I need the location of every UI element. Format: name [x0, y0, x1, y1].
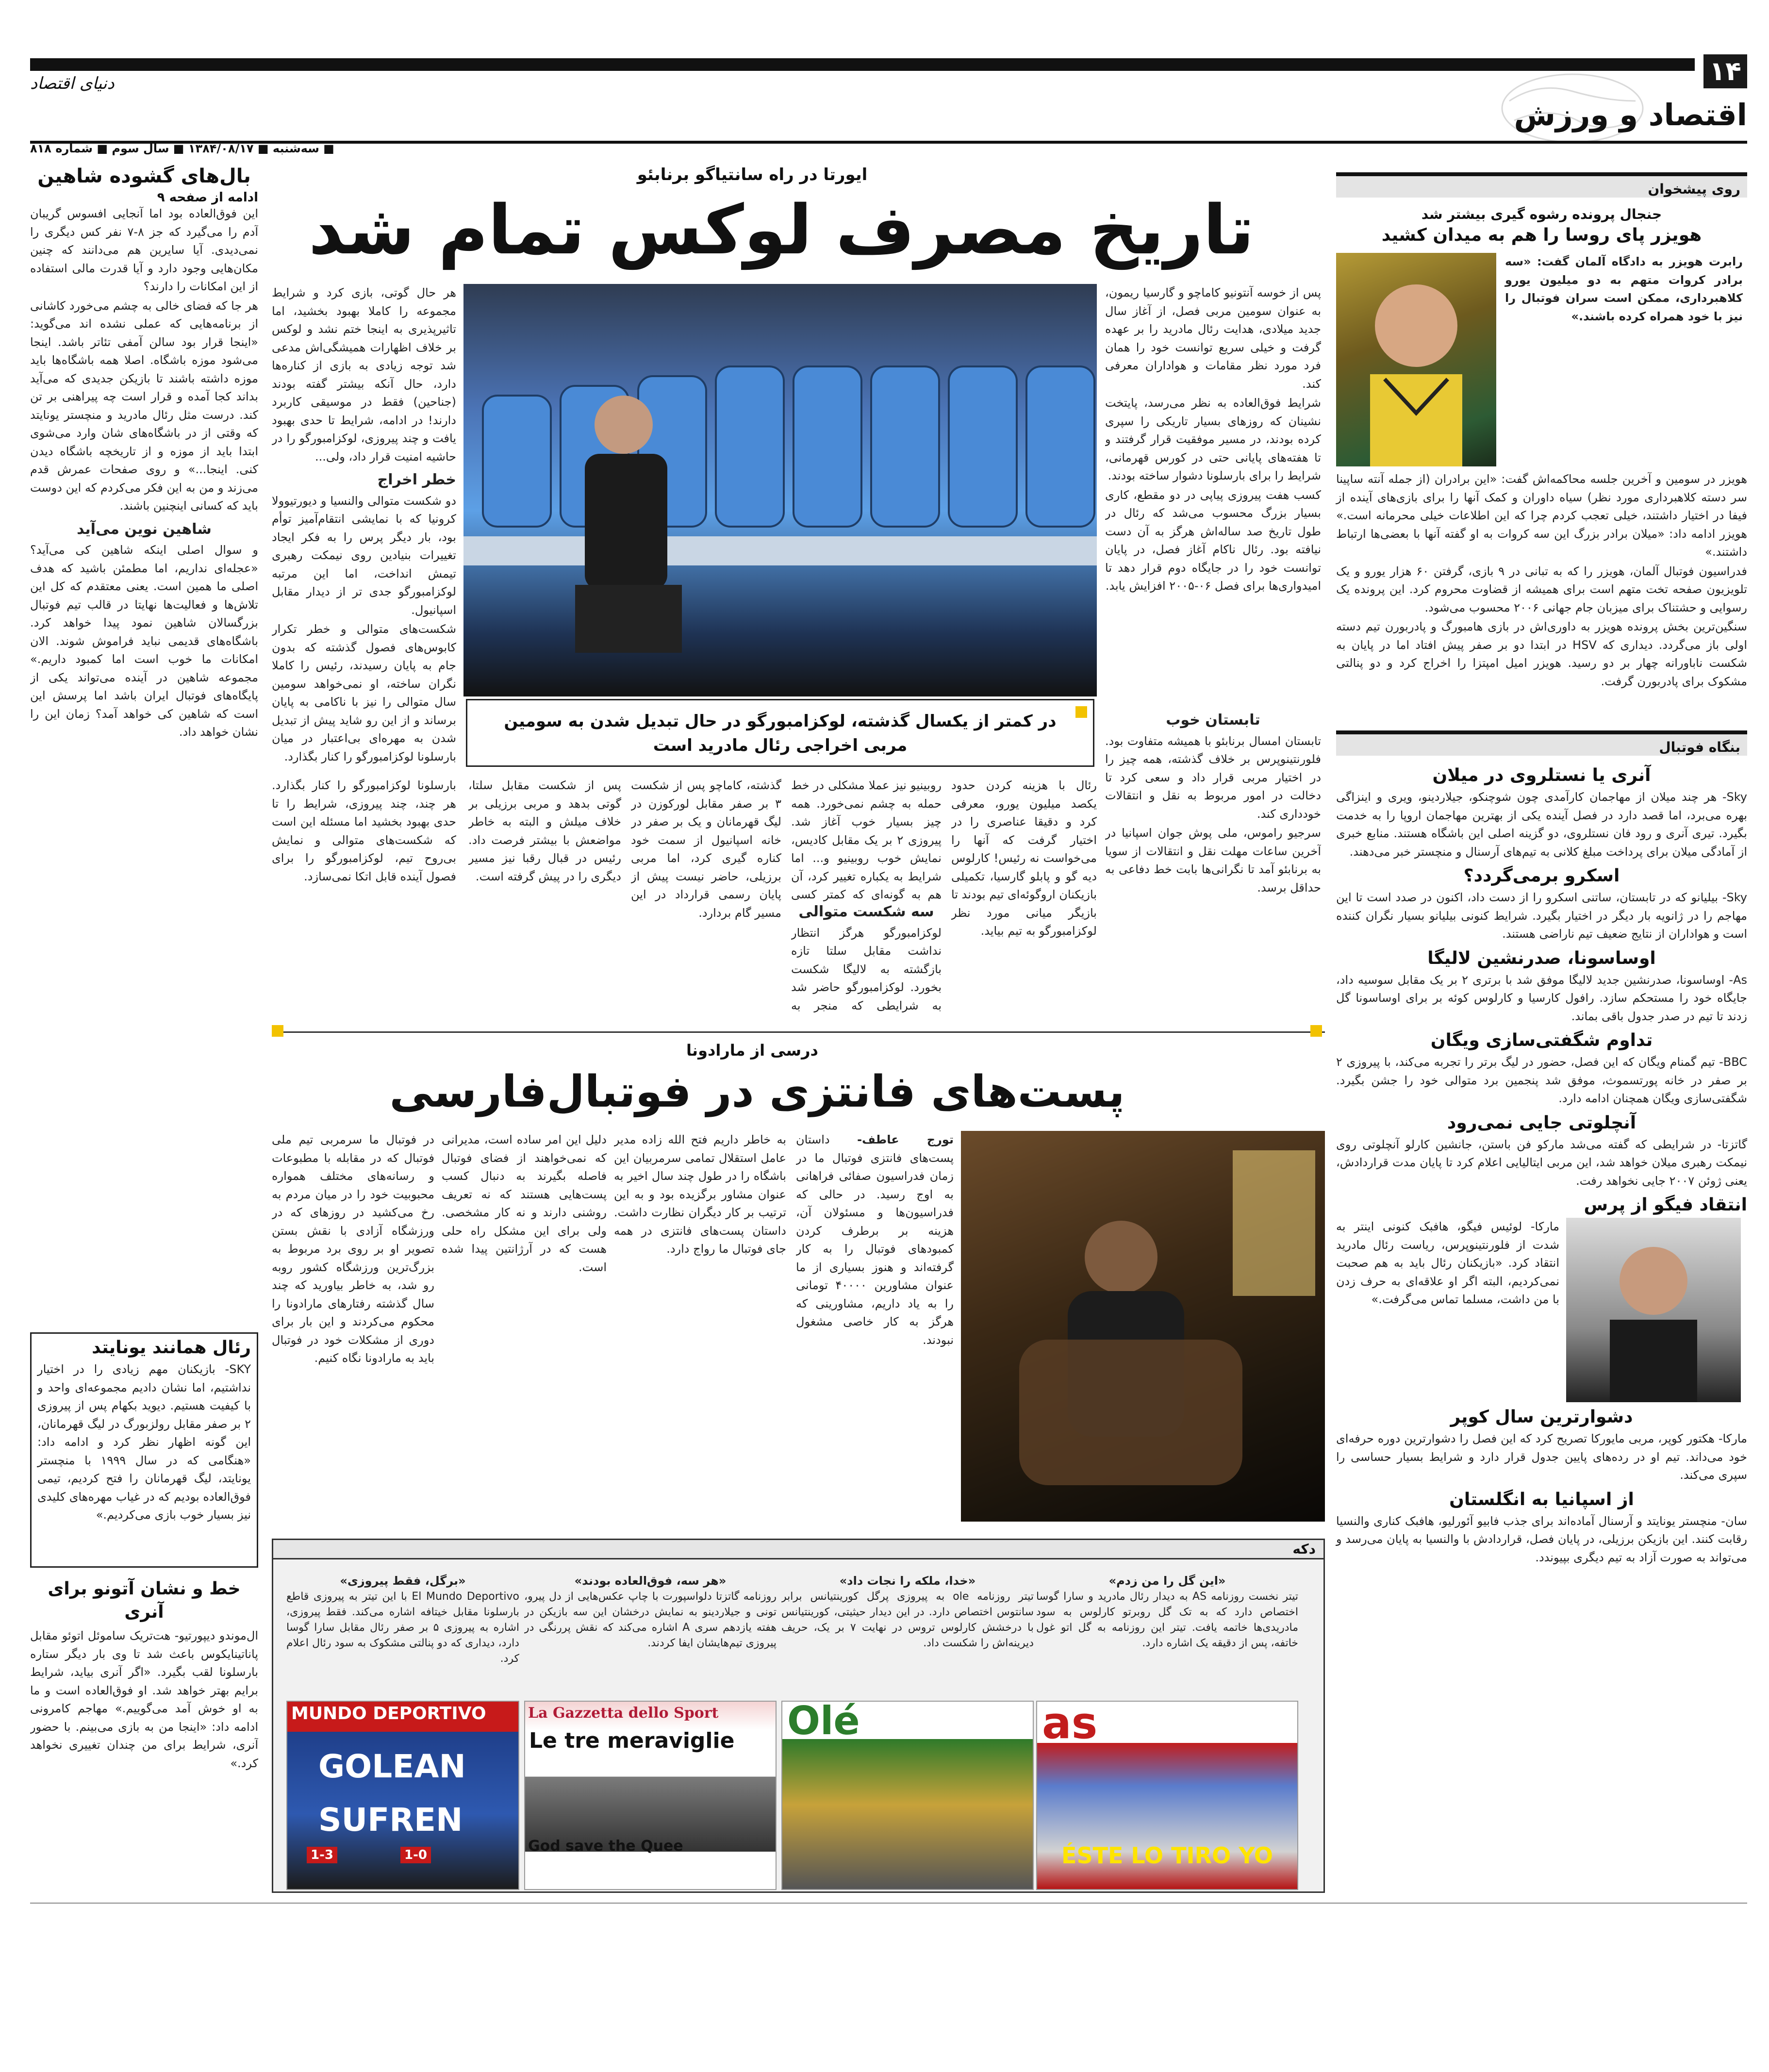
bank-item-text: سان- منچستر یونایتد و آرسنال آماده‌اند برای جذب فابیو آئورلیو، هافبک کناری والنسیا رقابت کنند. این بازیکن برزیلی، در پایان فصل، قراردادش با والنسیا به پایان می‌رسد و می‌تواند به صورت آزاد به تیم دیگری بپیوندد.: [1336, 1514, 1747, 1564]
feature-para: به خاطر داریم فتح الله زاده مدیر عامل استقلال تمامی سرمربیان این باشگاه را در طول چند سال اخیر به عنوان مشاور برگزیده بود و به این ترتیب بر کار دیگران نظارت داشت. داستان پست‌های فانتزی در همه جای فوتبال ما رواج دارد.: [614, 1133, 786, 1256]
lead-mid-col-3: [791, 903, 942, 1017]
top-rule: [30, 58, 1695, 71]
feature-title: پست‌های فانتزی در فوتبال‌فارسی: [389, 1066, 1125, 1117]
bank-item-text: گاتزتا- در شرایطی که گفته می‌شد مارکو فن باستن، جانشین کارلو آنچلوتی روی نیمکت رهبری میلان خواهد شد، این مربی ایتالیایی اعلام کرد تا پایان مدت قراردادش، یعنی ژوئن ۲۰۰۷ جایی نخواهد رفت.: [1336, 1137, 1747, 1188]
sidebar-para: این فوق‌العاده بود اما آنجایی افسوس گریبان آدم را می‌گیرد که جز ۸-۷ نفر کس دیگری را نمی‌دیدی. آیا سایرین هم می‌دانند که چنین مکان‌هایی وجود دارد و آیا قدرت مالی استفاده از این امکانات را دارند؟: [30, 207, 258, 293]
lead-para: رئال با هزینه کردن حدود یکصد میلیون یورو، معرفی کرد و دقیقا عناصری را در اختیار گرفت که آنها را می‌خواست نه رئیس! کارلوس دیه گو و پابلو گارسیا، تکمیلی بازیکنان اروگوئه‌ای تیم بودند تا بازیگر میانی مورد نظر لوکزامبورگو به تیم بیاید.: [951, 779, 1097, 938]
side-panel-para: سنگین‌ترین بخش پرونده هویزر به داوری‌اش در بازی هامبورگ و پادربورن تیم دسته اولی باز می‌گردد. دیداری که HSV در ابتدا دو بر صفر پیش افتاد اما در پایان به شکست ناباورانه چهار بر دو رسید. هویزر امیل امپتزا را اخراج کرد و دو پنالتی مشکوک برای پادربورن گرفت.: [1336, 620, 1747, 688]
bank-item-title: آنری یا نستلروی در میلان: [1432, 765, 1651, 785]
maradona-photo: [961, 1131, 1325, 1522]
bank-item: [1336, 948, 1747, 1026]
bank-item-text: BBC- تیم گمنام ویگان که این فصل، حضور در لیگ برتر را تجربه می‌کند، با پیروزی ۲ بر صفر در خانه پورتسموث، موفق شد پنجمین برد متوالی خود را جشن بگیرد. شگفتی‌سازی ویگان همچنان ادامه دارد.: [1336, 1055, 1747, 1105]
kiosk-header: دکه: [273, 1540, 1323, 1559]
caption-marker-icon: [1075, 706, 1087, 718]
cover-score: 1-0: [400, 1847, 431, 1863]
dateline: ■ سه‌شنبه ■ ۱۳۸۴/۰۸/۱۷ ■ سال سوم ■ شماره ۸۱۸: [30, 142, 334, 155]
lead-para: کسب هفت پیروزی پیاپی در دو مقطع، کاری بسیار بزرگ محسوب می‌شد که رئال در طول تاریخ صد ساله‌اش هرگز به آن دست نیافته بود. رئال ناکام آغاز فصل، در پایان توانست خود را در جایگاه دوم قرار دهد تا امیدواری‌ها برای فصل ۰۶-۲۰۰۵ افزایش یابد.: [1105, 488, 1321, 593]
bank-item: [1336, 1030, 1747, 1108]
side-panel-header: روی پیشخوان: [1336, 172, 1747, 198]
bank-item-text: Sky- هر چند میلان از مهاجمان کارآمدی چون شوچنکو، جیلاردینو، ویری و اینزاگی بهره می‌برد، اما قصد دارد در فصل آینده یکی از بهترین مهاجمان اروپا را به خدمت بگیرد. تیری آنری و رود فان نستلروی، دو گزینه اصلی این باشگاه هستند. منابع خبری از آمادگی میلان برای پرداخت مبلغ کلانی به تیم‌های آرسنال و منچستر خبر می‌دهند.: [1336, 790, 1747, 859]
sky-box-title: رئال همانند یونایتد: [92, 1338, 251, 1358]
lead-mid-col-1: [951, 777, 1097, 1017]
lead-bottom-rule: [272, 1031, 1325, 1033]
sky-box: [30, 1332, 258, 1568]
kiosk-item-text: تیتر نخست روزنامه AS به دیدار رئال مادرید و سارا گوسا اختصاص دارد که به تک گل روبرتو کارلوس به سود مادریدی‌ها خاتمه یافت. تیتر این روزنامه به گل اتو غول خاتفه، پس از دقیقه یک اشاره دارد.: [1036, 1591, 1298, 1649]
lead-col-right: [1105, 284, 1321, 701]
left-sidebar: [30, 165, 258, 1320]
lead-title: تاریخ مصرف لوکس تمام شد: [308, 191, 1255, 270]
lead-para: پس از خوسه آنتونیو کاماچو و گارسیا ریمون، به عنوان سومین مربی فصل، از آغاز سال جدید میلادی، هدایت رئال مادرید را بر عهده گرفت و خیلی سریع توانست خود را همان فرد مورد نظر مقامات و هواداران معرفی کند.: [1105, 286, 1321, 391]
bank-item: [1336, 765, 1747, 861]
maradona-photo-icon: [961, 1131, 1325, 1522]
cover-masthead: as: [1042, 1701, 1098, 1749]
bank-item: [1336, 1113, 1747, 1191]
rule-marker-icon: [1310, 1025, 1322, 1037]
lead-caption: در کمتر از یکسال گذشته، لوکزامبورگو در حال تبدیل شدن به سومین مربی اخراجی رئال مادرید است: [504, 712, 1057, 755]
lead-mid-col-6: [272, 777, 456, 1017]
cover-masthead: Olé: [787, 1701, 860, 1743]
left-small-story: [30, 1577, 258, 1893]
feature-col-2: [614, 1131, 786, 1522]
mundo-cover: [286, 1701, 519, 1890]
sky-box-text: SKY- بازیکنان مهم زیادی را در اختیار نداشتیم، اما نشان دادیم مجموعه‌ای واحد و با کیفیت هستیم. دیوید بکهام پس از پیروزی ۲ بر صفر مقابل رولزبورگ در لیگ قهرمانان، این گونه اظهار نظر کرد و ادامه داد: «هنگامی که در سال ۱۹۹۹ با منچستر یونایتد، لیگ قهرمانان را فتح کردیم، تیمی فوق‌العاده بودیم که در غیاب مهره‌های کلیدی نیز بسیار خوب بازی می‌کردیم.»: [37, 1362, 251, 1522]
lead-para: سرجیو راموس، ملی پوش جوان اسپانیا در آخرین ساعات مهلت نقل و انتقالات از سویا به برنابئو آمد تا نگرانی‌ها بابت خط دفاعی به حداقل برسد.: [1105, 826, 1321, 895]
bank-item-text: مارکا- لوئیس فیگو، هافبک کنونی اینتر به شدت از فلورنتینوپرس، ریاست رئال مادرید انتقاد کرد. «بازیکنان رئال باید به هم صحبت نمی‌کردیم، البته اگر او علاقه‌ای به حرف زدن با من داشت، مسلما تماس می‌گرفت.»: [1336, 1220, 1559, 1306]
lead-mid-col-4: [631, 777, 781, 1017]
kiosk-item: [524, 1573, 777, 1883]
rule-marker-icon: [272, 1025, 283, 1037]
sidebar-continuation: ادامه از صفحه ۹: [157, 190, 258, 205]
bank-item-text: As- اوساسونا، صدرنشین جدید لالیگا موفق شد با برتری ۲ بر یک مقابل سوسیه داد، جایگاه خود را مستحکم سازد. رافول کارسیا و کارلوس کوئه بر برای اوساسونا گل زدند تا تیم در صدر جدول باقی بماند.: [1336, 973, 1748, 1023]
lead-para: بارسلونا لوکزامبورگو را کنار بگذارد. هر چند، چند پیروزی، شرایط را تا حدی بهبود بخشید اما مسئله این است که شکست‌های متوالی و نمایش بی‌روح تیم، لوکزامبورگو را برای فصول آینده قابل اتکا نمی‌سازد.: [272, 779, 456, 883]
kiosk-item-title: «خدا، ملکه را نجات داد»: [839, 1574, 976, 1588]
side-panel-lead: رابرت هویزر به دادگاه آلمان گفت: «سه برادر کروات متهم به دو میلیون یورو کلاهبرداری، ممکن است سران فوتبال را نیز با خود همراه کرده باشند.»: [1505, 255, 1743, 323]
side-panel-para: هویزر در سومین و آخرین جلسه محاکمه‌اش گفت: «این برادران (از جمله آنته ساپینا سر دسته کلاهبرداری مورد نظر) سیاه داوران و کمک آنها را برای بازی‌های آینده از فیفا در اختیار داشتند، خیلی تعجب کردم چرا که این اطلاعات خیلی محرمانه است.» هویزر ادامه داد: «میلان برادر بزرگ این سه کروات به او گفته آنها با بعضی‌ها ارتباط داشتند.»: [1336, 472, 1747, 559]
kiosk-item: [286, 1573, 519, 1883]
figo-photo-icon: [1566, 1218, 1741, 1402]
bottom-rule: [30, 1903, 1747, 1904]
side-panel-kicker: جنجال پرونده رشوه گیری بیشتر شد: [1421, 206, 1662, 222]
kiosk-item-text: روزنامه گاتزتا دلواسپورت با چاپ عکس‌هایی از دل پیرو، تونی و جیلاردینو به نمایش درخشان این سه بازیکن در هفته یازدهم سری A اشاره می‌کند که نقش پررنگی در پیروزی تیم‌هایشان ایفا کردند.: [524, 1591, 777, 1649]
gazzetta-cover: [524, 1701, 777, 1890]
player-photo: [1336, 253, 1496, 466]
lead-para: شکست‌های متوالی و خطر تکرار کابوس‌های فصول گذشته که بدون جام به پایان رسیدند، رئیس را کاملا نگران ساخته، او نمی‌خواهد سومین سال متوالی را نیز با ناکامی به پایان برساند و از این رو شاید پیش از تبدیل شدن به مهره‌ای بی‌اعتبار در میان بارسلونا لوکزامبورگو را کنار بگذارد.: [272, 622, 456, 763]
cover-headline: Le tre meraviglie: [529, 1728, 735, 1753]
feature-para: در فوتبال ما سرمربی تیم ملی فوتبال که در مقابله با مطبوعات و رسانه‌های مختلف همواره محبوبیت خود را در میان مردم به رخ می‌کشید در روزهای که در ورزشگاه آزادی با نقش بستن تصویر او بر روی برد مربوط به بزرگ‌ترین ورزشگاه کشور روبه رو شد، به خاطر بیاورید که چند سال گذشته رفتارهای مارادونا را محکوم می‌کردند و این بار برای دوری از مشکلات خود در فوتبال باید به مارادونا نگاه کنیم.: [272, 1133, 434, 1365]
kiosk-item-text: تیتر روزنامه ole به پیروزی پرگل کورینتیانس برابر سانتوس اختصاص دارد. در این دیدار حیثیتی، کورینتیانس با درخشش کارلوس تروس در نهایت ۷ بر یک، حریف دیرینه‌اش را شکست داد.: [781, 1591, 1034, 1649]
subhead-summer: تابستان خوب: [1166, 712, 1260, 729]
subhead-danger: خطر اخراج: [377, 471, 456, 488]
cover-masthead: La Gazzetta dello Sport: [528, 1705, 719, 1722]
lead-summer: [1105, 706, 1321, 1017]
bank-item: [1336, 1490, 1747, 1567]
side-panel-title: هویزر پای روسا را هم به میدان کشید: [1381, 225, 1702, 245]
bank-item-text: مارکا- هکتور کوپر، مربی مایورکا تصریح کرد که این فصل را دشوارترین دوره حرفه‌ای خود می‌داند. تیم او در رده‌های پایین جدول قرار دارد و شرایط بسیار حساسی را سپری می‌کند.: [1336, 1432, 1747, 1482]
cover-subheadline: God save the Quee: [528, 1838, 683, 1855]
side-panel: [1336, 172, 1747, 718]
as-cover: [1036, 1701, 1298, 1890]
coach-photo-icon: [463, 284, 1097, 696]
feature-col-1: [796, 1131, 954, 1522]
feature-col-4: [272, 1131, 434, 1522]
section-title: اقتصاد و ورزش: [1514, 97, 1747, 133]
feature-para: داستان پست‌های فانتزی فوتبال ما در زمان فدراسیون صفائی فراهانی به اوج رسید. در حالی که فدراسیون‌ها و مسئولان آن، هزینه بر برطرف کردن کمبودهای فوتبال را به کار گرفته‌اند و هنوز بسیاری از ما عنوان مشاورین ۴۰۰۰۰ تومانی را به یاد داریم، مشاورینی که هرگز به کار خاصی مشغول نبودند.: [796, 1133, 954, 1347]
football-bank-header: بنگاه فوتبال: [1336, 730, 1747, 756]
sidebar-subhead: شاهین نوین می‌آید: [77, 520, 212, 538]
lead-caption-box: [466, 699, 1094, 767]
player-photo-icon: [1336, 253, 1496, 466]
coach-photo: [463, 284, 1097, 696]
bank-item: [1336, 1195, 1747, 1402]
bank-item-title: اسکرو برمی‌گردد؟: [1463, 866, 1620, 886]
lead-mid-col-2: [791, 777, 942, 903]
cover-score: 1-3: [307, 1847, 337, 1863]
feature-para: دلیل این امر ساده است، مدیرانی که نمی‌خواهند از فضای فوتبال فاصله بگیرند به دنبال کسب پست‌هایی هستند که نه تعریف روشنی دارند و نه کار مشخصی. ولی برای این مشکل راه حلی هست که در آرژانتین پیدا شده است.: [442, 1133, 607, 1274]
lead-para: لوکزامبورگو هرگز انتظار نداشت مقابل سلتا تازه بازگشته به لالیگا شکست بخورد. لوکزامبورگو حاضر شد به شرایطی که منجر به: [791, 926, 942, 1012]
lead-para: هر حال گوتی، بازی کرد و شرایط مجموعه را کاملا بهبود بخشید، اما تاثیرپذیری به اینجا ختم نشد و لوکس بر خلاف اظهارات همیشگی‌اش مدعی شد توجه زیادی به بازی از کناره‌ها دارد، حال آنکه بیشتر گفته بودند (جناحین) فقط در موسیقی کاربرد دارند! در ادامه، شرایط تا حدی بهبود یافت و چند پیروزی، لوکزامبورگو را در حاشیه امنیت قرار داد، ولی...: [272, 286, 456, 464]
lead-para: تابستان امسال برنابئو با همیشه متفاوت بود. فلورنتینوپرس بر خلاف گذشته، همه چیز را در اختیار مربی قرار داد و سعی کرد تا دخالت در امور مربوط به نقل و انتقالات خودداری کند.: [1105, 734, 1321, 821]
cover-masthead: MUNDO DEPORTIVO: [291, 1704, 486, 1724]
lead-kicker: ایورتا در راه سانتیاگو برنابئو: [637, 165, 868, 184]
bank-item-title: انتقاد فیگو از پرس: [1584, 1195, 1747, 1215]
left-small-text: ال‌موندو دیپورتیو- هت‌تریک ساموئل اتوئو مقابل پاناتینایکوس باعث شد تا وی بار دیگر ستاره بارسلونا لقب بگیرد. «اگر آنری بیاید، شرایط برایم بهتر خواهد شد. او فوق‌العاده است و ما به او خوش آمد می‌گوییم.» مهاجم کامرونی ادامه داد: «اینجا من به بازی می‌بینم. با حضور آنری، شرایط برای من چندان تغییری نخواهد کرد.»: [30, 1629, 258, 1770]
bank-item: [1336, 866, 1747, 944]
sidebar-para: و سوال اصلی اینکه شاهین کی می‌آید؟ «عجله‌ای نداریم، اما مطمئن باشید که هدف اصلی ما همین است. یعنی معتقدم که کل این تلاش‌ها و فعالیت‌ها نهایتا در قالب تیم فوتبال بزرگسالان شاهین نمود پیدا خواهد کرد. باشگاه‌های قدیمی نباید فراموش شوند. الان امکانات ما خوب است اما کمبود داریم.» مجموعه شاهین در آینده می‌تواند یکی از پایگاه‌های فوتبال ایران باشد اما پرسش این است که شاهین کی خواهد آمد؟ زمان این را نشان خواهد داد.: [30, 543, 258, 739]
figo-photo: [1566, 1218, 1741, 1402]
sidebar-title: بال‌های گشوده شاهین: [37, 165, 251, 187]
football-bank: [1336, 730, 1747, 1890]
left-small-title: خط و نشان آتونو برای آنری: [48, 1579, 241, 1622]
lead-mid-col-5: [468, 777, 621, 1017]
kiosk-item: [1036, 1573, 1298, 1883]
feature-col-3: [442, 1131, 607, 1522]
side-panel-para: فدراسیون فوتبال آلمان، هویزر را که به تبانی در ۹ بازی، گرفتن ۶۰ هزار یورو و یک تلویزیون صفحه تخت متهم است برای همیشه از قضاوت محروم کرد. این پرونده یک رسوایی و حشتناک برای میزبان جام جهانی ۲۰۰۶ محسوب می‌شود.: [1336, 564, 1747, 614]
brand-logo: دنیای اقتصاد: [30, 74, 115, 93]
bank-item: [1336, 1407, 1747, 1485]
subhead-three-losses: سه شکست متوالی: [798, 903, 934, 920]
kiosk-item-text: El Mundo Deportivo با این تیتر به پیروزی قاطع بارسلونا مقابل خیتافه اشاره می‌کند. فقط پیروزی، اشاره به پیروزی ۵ بر صفر رئال مقابل سارا گوسا دارد، دیداری که دو پنالتی مشکوک به سود رئال اعلام کرد.: [286, 1591, 519, 1665]
lead-para: پس از شکست مقابل سلتا، گوتی بدهد و مربی برزیلی بر خلاف میلش و البته به خاطر مواضعش با بیشتر فرصت داد. رئیس در قبال رقبا نیز مسیر دیگری را در پیش گرفته است.: [468, 779, 621, 883]
lead-para: دو شکست متوالی والنسیا و دیورتیوولا کرونیا که با نمایشی انتقام‌آمیز توأم بود، بار دیگر پرس را به فکر ایجاد تغییرات بنیادین روی نیمکت رهبری تیمش انداخت، اما این مرتبه لوکزامبورگو جدی تر از دیدار مقابل اسپانیول.: [272, 494, 456, 617]
kiosk-item-title: «برگل، فقط پیروزی»: [340, 1574, 466, 1588]
kiosk-item-title: «این گل را من زدم»: [1108, 1574, 1226, 1588]
bank-item-title: دشوارترین سال کوپر: [1450, 1407, 1633, 1427]
bank-item-text: Sky- بیلیانو که در تابستان، ساتنی اسکرو را از دست داد، اکنون در صدد است تا این مهاجم را در ژانویه بار دیگر در اختیار بگیرد. شرایط کنونی بیلیانو بسیار نگران کننده است و هواداران از نتایج ضعیف تیم ناراضی هستند.: [1336, 891, 1747, 941]
page-number: ۱۴: [1703, 54, 1747, 88]
kiosk-item-title: «هر سه، فوق‌العاده بودند»: [574, 1574, 727, 1588]
kiosk-item: [781, 1573, 1034, 1883]
ole-cover: [781, 1701, 1034, 1890]
lead-para: روبینیو نیز عملا مشکلی در خط حمله به چشم نمی‌خورد. همه چیز بسیار خوب آغاز شد. پیروزی ۲ بر یک مقابل کادیس، نمایش خوب روبینیو و... اما شرایط به یکباره تغییر کرد، آن هم به گونه‌ای که کمتر کسی: [791, 779, 942, 901]
lead-para: گذشته، کاماچو پس از شکست ۳ بر صفر مقابل لورکوزن در لیگ قهرمانان و یک بر صفر در خانه اسپانیول از سمت خود کناره گیری کرد، اما مربی برزیلی، حاضر نیست پیش از پایان رسمی قرارداد در این مسیر گام بردارد.: [631, 779, 781, 920]
bank-item-title: تداوم شگفتی‌سازی ویگان: [1430, 1030, 1653, 1050]
lead-para: شرایط فوق‌العاده به نظر می‌رسد، پایتخت نشینان که روزهای بسیار تاریکی را سپری کرده بودند، در مسیر موفقیت قرار گرفتند و تا هفته‌های پایانی حتی در کورس قهرمانی، شرایط را برای بارسلونا دشوار ساخته بودند.: [1105, 396, 1321, 482]
sidebar-para: هر جا که فضای خالی به چشم می‌خورد کاشانی از برنامه‌هایی که عملی نشده اند می‌گوید: «اینجا قرار بود سالن آمفی تئاتر باشد. اینجا می‌شود موزه باشگاه. اصلا همه باشگاه‌ها باید موزه داشته باشند تا بازیکن جدیدی که می‌آید بداند کجا آمده و قرار است چه پیراهنی بر تن کند. درست مثل رئال مادرید و منچستر یونایتد که وقتی از در باشگاه‌های شان وارد می‌شوی ابتدا باید از موزه و از تاریخچه باشگاه دیدن کنی. اینجا...» و روی صفحات عمرش قدم می‌زند و من به این فکر می‌کردم که این دوست باید که کسانی اینچنین باشند.: [30, 298, 258, 513]
bank-item-title: از اسپانیا به انگلستان: [1449, 1489, 1634, 1509]
bank-item-title: آنچلوتی جایی نمی‌رود: [1447, 1112, 1637, 1133]
cover-headline: ÉSTE LO TIRO YO: [1061, 1842, 1273, 1869]
feature-kicker: درسی از مارادونا: [686, 1041, 818, 1060]
feature-author: تورج عاطف-: [857, 1133, 954, 1146]
cover-headline: GOLEAN SUFREN: [318, 1748, 466, 1839]
bank-item-title: اوساسونا، صدرنشین لالیگا: [1427, 948, 1656, 968]
